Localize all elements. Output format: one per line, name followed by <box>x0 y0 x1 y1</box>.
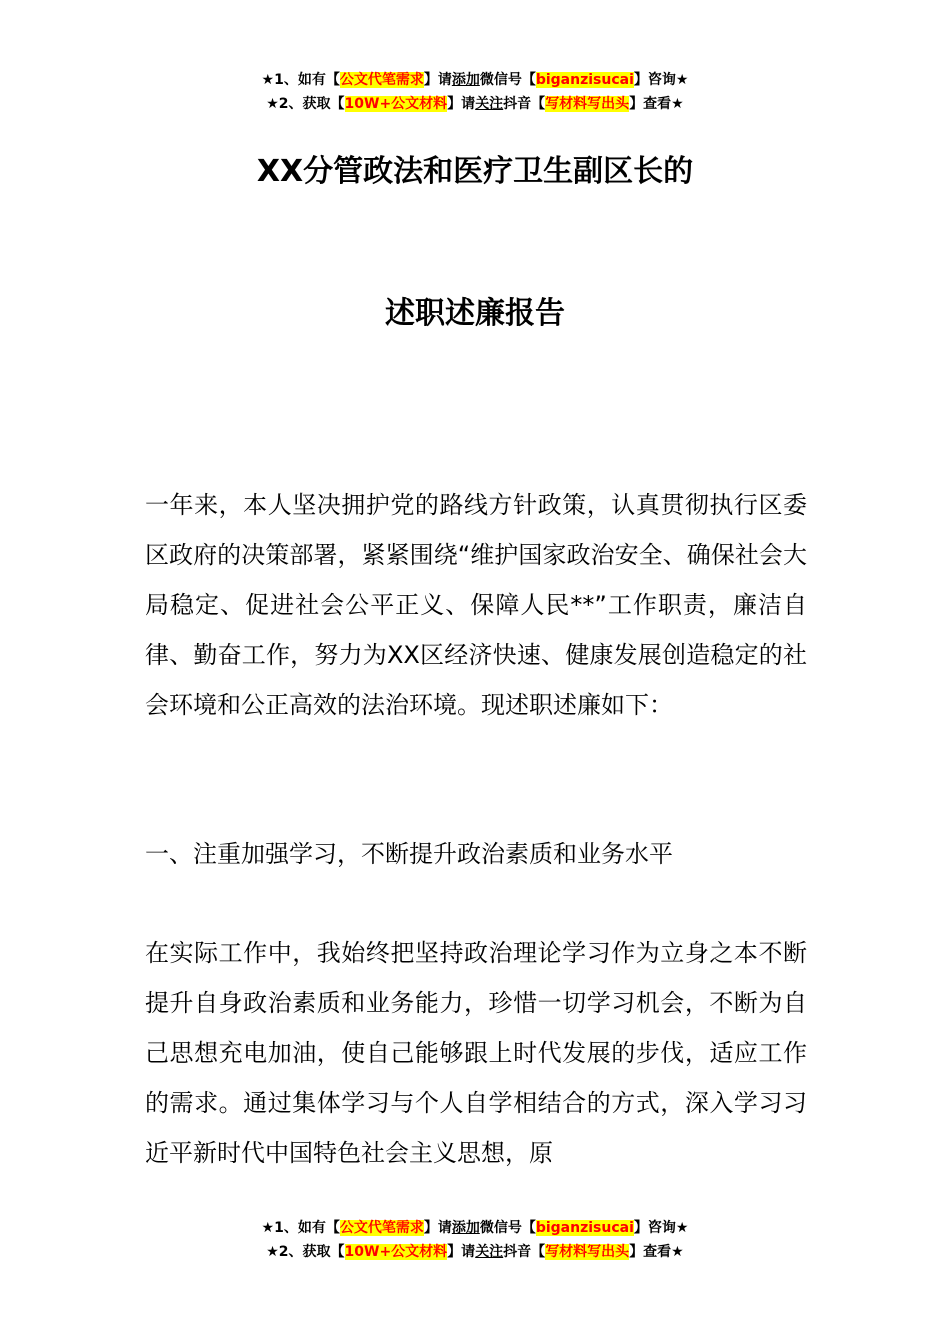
banner-highlight: biganzisucai <box>535 72 634 88</box>
banner-line-2 <box>0 92 950 116</box>
document-title-line-1: XX分管政法和医疗卫生副区长的 <box>256 154 694 189</box>
banner-text: 抖音【 <box>503 96 546 112</box>
banner-text: 】咨询★ <box>633 72 689 88</box>
banner-text: ★2、获取【 <box>266 96 345 112</box>
banner-highlight: 写材料写出头 <box>545 1244 630 1260</box>
banner-highlight: biganzisucai <box>535 1220 634 1236</box>
banner-text: 】查看★ <box>629 1244 684 1260</box>
banner-text: 抖音【 <box>503 1244 546 1260</box>
banner-line-1 <box>0 68 950 92</box>
banner-text: 】请 <box>447 1244 476 1260</box>
banner-text: ★1、如有【 <box>261 72 340 88</box>
banner-highlight: 公文代笔需求 <box>339 1220 424 1236</box>
banner-underlined: 添加 <box>451 72 480 88</box>
banner-highlight: 公文代笔需求 <box>339 72 424 88</box>
banner-text: 微信号【 <box>479 1220 536 1236</box>
banner-text: ★2、获取【 <box>266 1244 345 1260</box>
banner-highlight: 写材料写出头 <box>545 96 630 112</box>
footer-banner <box>0 1216 950 1264</box>
banner-text: 】咨询★ <box>633 1220 689 1236</box>
banner-text: 】请 <box>423 1220 452 1236</box>
banner-line-1 <box>0 1216 950 1240</box>
banner-underlined: 关注 <box>475 96 504 112</box>
banner-text: 】查看★ <box>629 96 684 112</box>
banner-text: 】请 <box>423 72 452 88</box>
banner-text: 微信号【 <box>479 72 536 88</box>
banner-underlined: 关注 <box>475 1244 504 1260</box>
banner-highlight: 10W+公文材料 <box>344 1244 448 1260</box>
banner-highlight: 10W+公文材料 <box>344 96 448 112</box>
document-title-line-2: 述职述廉报告 <box>385 296 565 331</box>
banner-line-2 <box>0 1240 950 1264</box>
banner-text: ★1、如有【 <box>261 1220 340 1236</box>
banner-underlined: 添加 <box>451 1220 480 1236</box>
banner-text: 】请 <box>447 96 476 112</box>
header-banner <box>0 68 950 116</box>
paragraph-section-1: 在实际工作中，我始终把坚持政治理论学习作为立身之本不断提升自身政治素质和业务能力，珍惜一切学习机会，不断为自己思想充电加油，使自己能够跟上时代发展的步伐，适应工作的需求。通过集体学习与个人自学相结合的方式，深入学习习近平新时代中国特色社会主义思想，原 <box>145 939 807 1167</box>
section-heading-1: 一、注重加强学习，不断提升政治素质和业务水平 <box>145 840 673 868</box>
paragraph-intro: 一年来，本人坚决拥护党的路线方针政策，认真贯彻执行区委区政府的决策部署，紧紧围绕“维护国家政治安全、确保社会大局稳定、促进社会公平正义、保障人民**”工作职责，廉洁自律、勤奋工作，努力为XX区经济快速、健康发展创造稳定的社会环境和公正高效的法治环境。现述职述廉如下： <box>145 491 807 719</box>
